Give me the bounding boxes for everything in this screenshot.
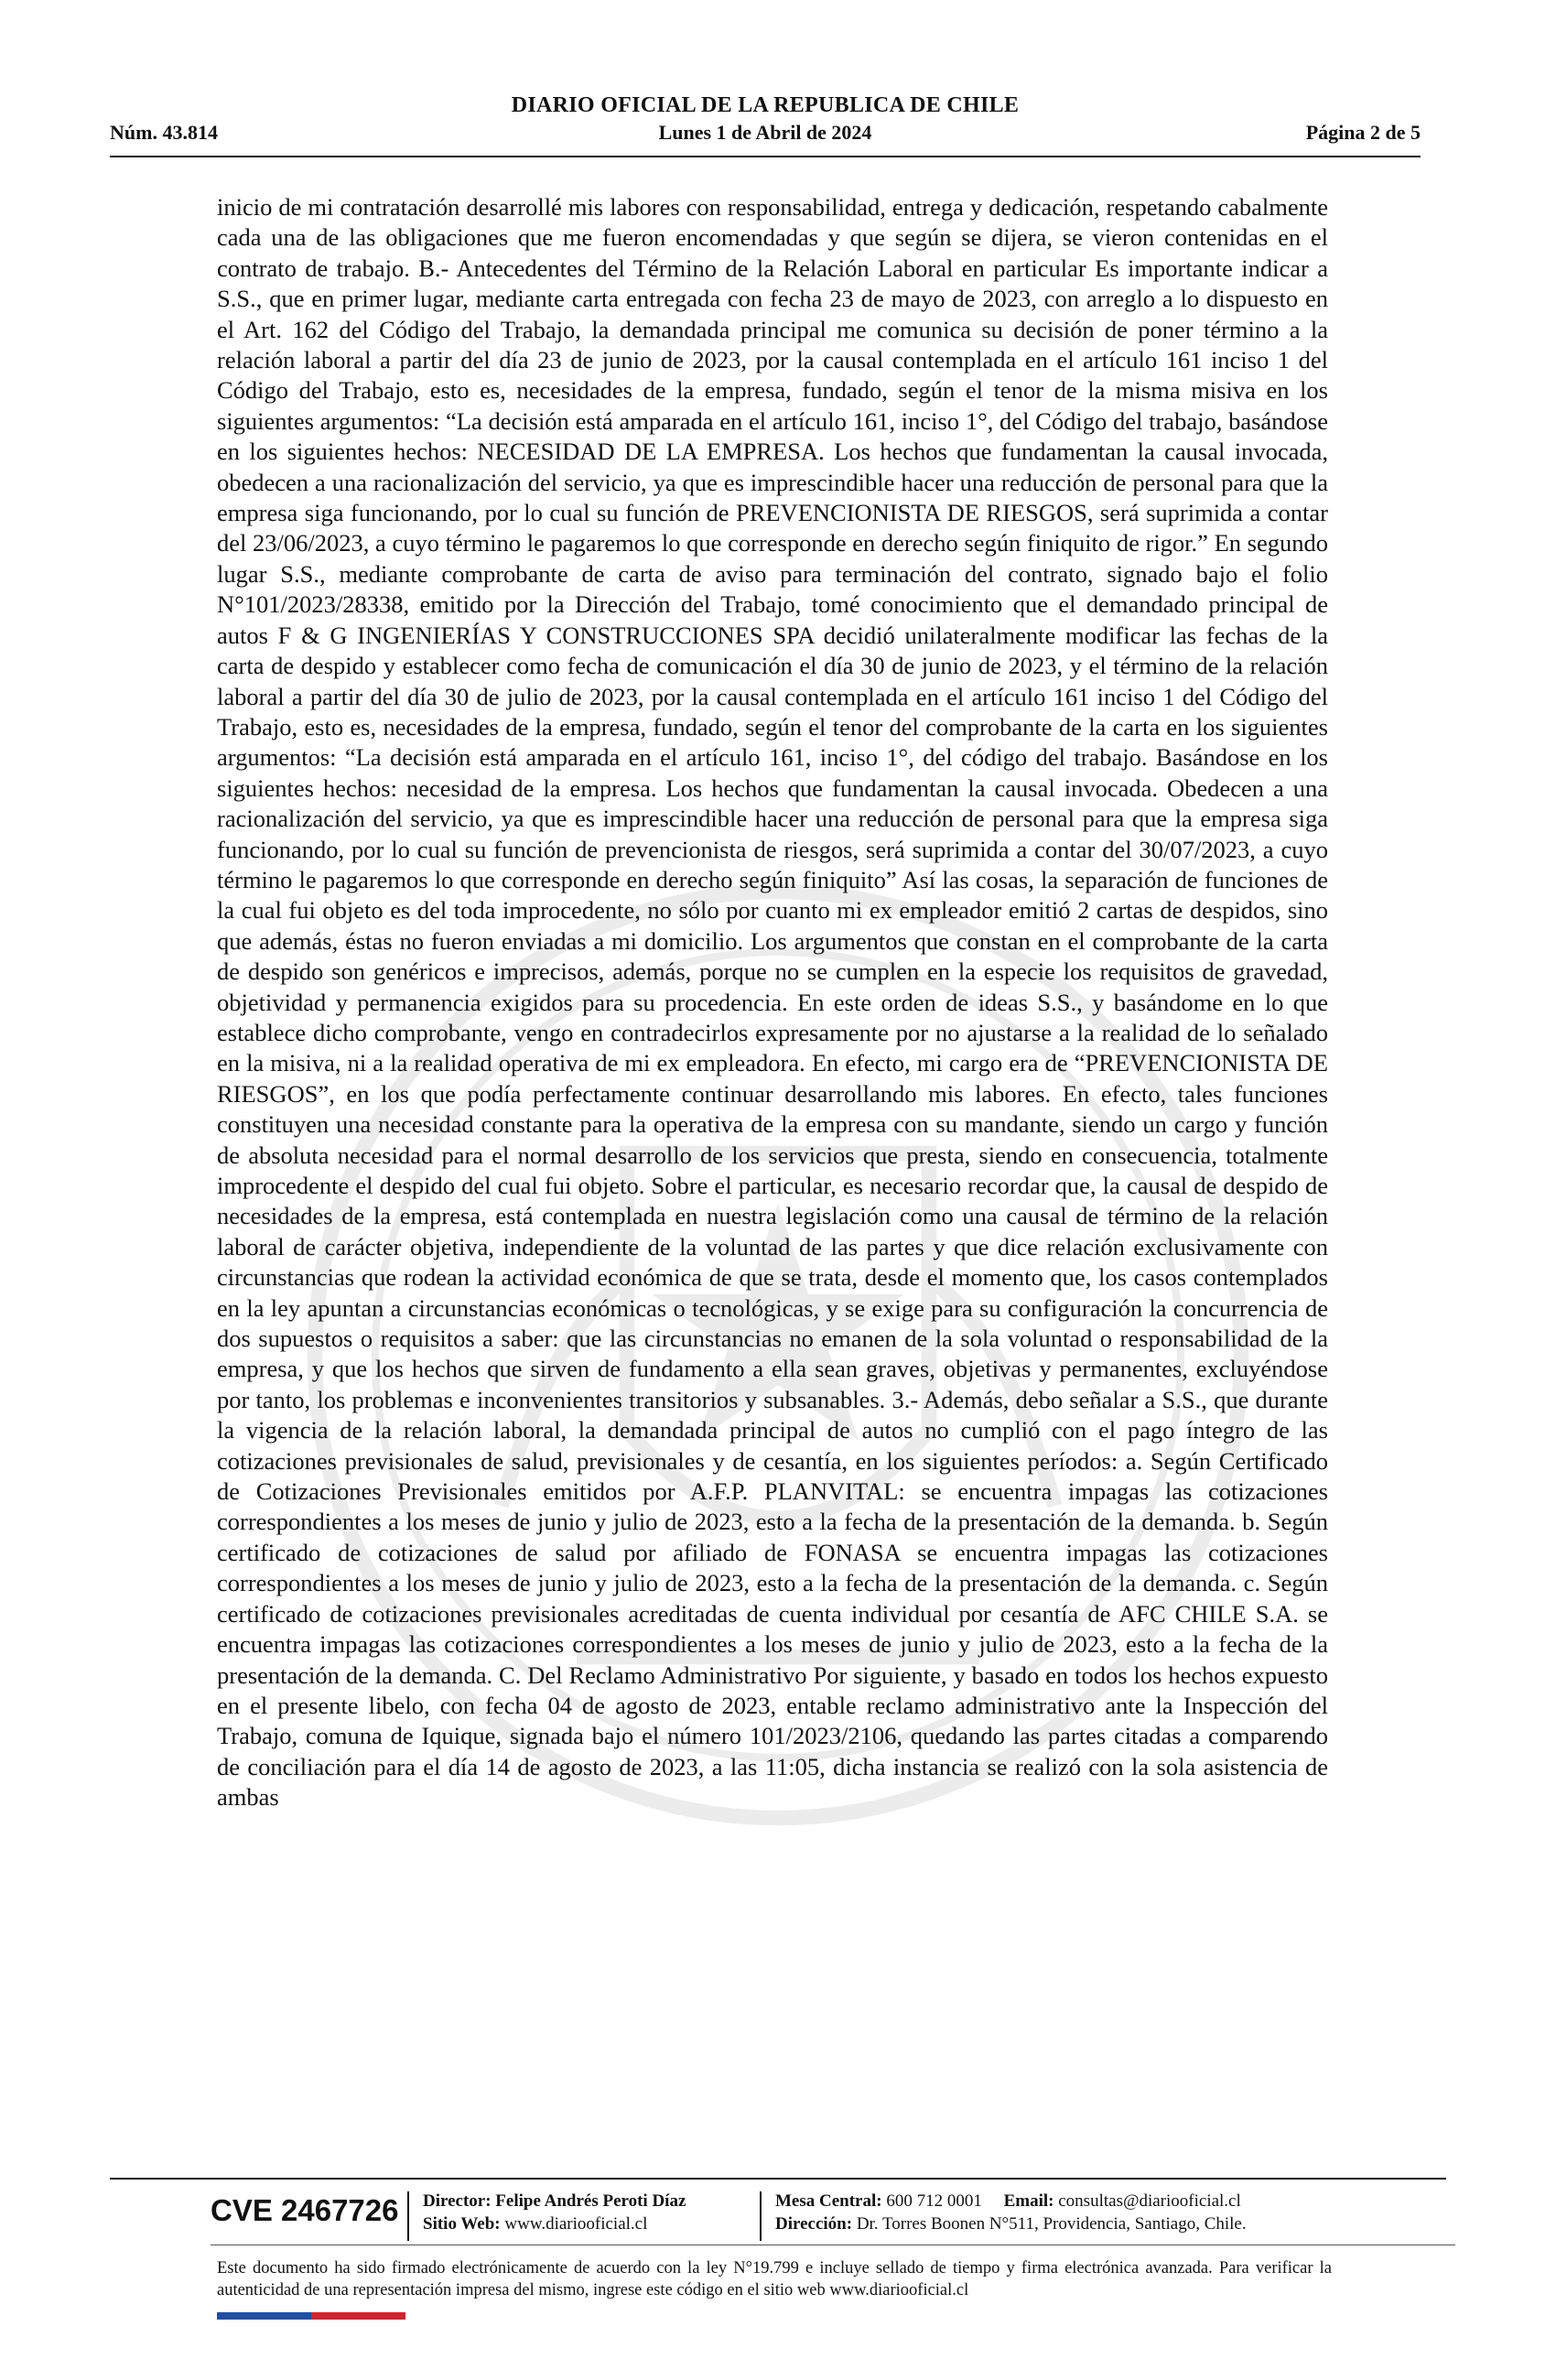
phone-number: 600 712 0001 xyxy=(886,2191,982,2211)
footer-director-block xyxy=(423,2190,686,2235)
issue-date: Lunes 1 de Abril de 2024 xyxy=(658,121,872,144)
cve-code: CVE 2467726 xyxy=(211,2193,399,2227)
address-label: Dirección: xyxy=(775,2214,853,2234)
address-text: Dr. Torres Boonen N°511, Providencia, Santiago, Chile. xyxy=(856,2214,1247,2234)
flag-red-segment xyxy=(311,2312,405,2320)
page-footer xyxy=(211,2188,1355,2250)
footer-contact-block xyxy=(775,2190,1247,2235)
email-label: Email: xyxy=(1003,2191,1054,2211)
director-label: Director: xyxy=(423,2191,492,2211)
footer-separator xyxy=(760,2191,762,2241)
footer-divider xyxy=(110,2178,1446,2180)
footer-separator xyxy=(407,2191,409,2241)
electronic-signature-disclaimer: Este documento ha sido firmado electrónicamente de acuerdo con la ley N°19.799 e incluye sellado de tiempo y firma electrónica avanzada. Para verificar la autenticidad de una representación impresa del mismo, ingrese este código en el sitio web www.diariooficial.cl xyxy=(217,2259,1332,2299)
header-divider xyxy=(110,156,1421,157)
email-link[interactable]: consultas@diariooficial.cl xyxy=(1058,2191,1241,2211)
page-indicator: Página 2 de 5 xyxy=(1305,121,1421,144)
article-body: inicio de mi contratación desarrollé mis labores con responsabilidad, entrega y dedicación, respetando cabalmente cada una de las obligaciones que me fueron encomendadas y que según se dijera, se vieron contenidas en el contrato de trabajo. B.- Antecedentes del Término de la Relación Laboral en particular Es importante indicar a S.S., que en primer lugar, mediante carta entregada con fecha 23 de mayo de 2023, con arreglo a lo dispuesto en el Art. 162 del Código del Trabajo, la demandada principal me comunica su decisión de poner término a la relación laboral a partir del día 23 de junio de 2023, por la causal contemplada en el artículo 161 inciso 1 del Código del Trabajo, esto es, necesidades de la empresa, fundado, según el tenor de la misma misiva en los siguientes argumentos: “La decisión está amparada en el artículo 161, inciso 1°, del Código del trabajo, basándose en los siguientes hechos: NECESIDAD DE LA EMPRESA. Los hechos que fundamentan la causal invocada, obedecen a una racionalización del servicio, ya que es imprescindible hacer una reducción de personal para que la empresa siga funcionando, por lo cual su función de PREVENCIONISTA DE RIESGOS, será suprimida a contar del 23/06/2023, a cuyo término le pagaremos lo que corresponde en derecho según finiquito de rigor.” En segundo lugar S.S., mediante comprobante de carta de aviso para terminación del contrato, signado bajo el folio N°101/2023/28338, emitido por la Dirección del Trabajo, tomé conocimiento que el demandado principal de autos F & G INGENIERÍAS Y CONSTRUCCIONES SPA decidió unilateralmente modificar las fechas de la carta de despido y establecer como fecha de comunicación el día 30 de junio de 2023, y el término de la relación laboral a partir del día 30 de julio de 2023, por la causal contemplada en el artículo 161 inciso 1 del Código del Trabajo, esto es, necesidades de la empresa, fundado, según el tenor del comprobante de la carta en los siguientes argumentos: “La decisión está amparada en el artículo 161, inciso 1°, del código del trabajo. Basándose en los siguientes hechos: necesidad de la empresa. Los hechos que fundamentan la causal invocada. Obedecen a una racionalización del servicio, ya que es imprescindible hacer una reducción de personal para que la empresa siga funcionando, por lo cual su función de prevencionista de riesgos, será suprimida a contar del 30/07/2023, a cuyo término le pagaremos lo que corresponde en derecho según finiquito” Así las cosas, la separación de funciones de la cual fui objeto es del toda improcedente, no sólo por cuanto mi ex empleador emitió 2 cartas de despidos, sino que además, éstas no fueron enviadas a mi domicilio. Los argumentos que constan en el comprobante de la carta de despido son genéricos e imprecisos, además, porque no se cumplen en la especie los requisitos de gravedad, objetividad y permanencia exigidos para su procedencia. En este orden de ideas S.S., y basándome en lo que establece dicho comprobante, vengo en contradecirlos expresamente por no ajustarse a la realidad de lo señalado en la misiva, ni a la realidad operativa de mi ex empleadora. En efecto, mi cargo era de “PREVENCIONISTA DE RIESGOS”, en los que podía perfectamente continuar desarrollando mis labores. En efecto, tales funciones constituyen una necesidad constante para la operativa de la empresa con su mandante, siendo un cargo y función de absoluta necesidad para el normal desarrollo de los servicios que presta, siendo en consecuencia, totalmente improcedente el despido del cual fui objeto. Sobre el particular, es necesario recordar que, la causal de despido de necesidades de la empresa, está contemplada en nuestra legislación como una causal de término de la relación laboral de carácter objetiva, independiente de la voluntad de las partes y que dice relación exclusivamente con circunstancias que rodean la actividad económica de que se trata, desde el momento que, los casos contemplados en la ley apuntan a circunstancias económicas o tecnológicas, y se exige para su configuración la concurrencia de dos supuestos o requisitos a saber: que las circunstancias no emanen de la sola voluntad o responsabilidad de la empresa, y que los hechos que sirven de fundamento a ella sean graves, objetivas y permanentes, excluyéndose por tanto, los problemas e inconvenientes transitorios y subsanables. 3.- Además, debo señalar a S.S., que durante la vigencia de la relación laboral, la demandada principal de autos no cumplió con el pago íntegro de las cotizaciones previsionales de salud, previsionales y de cesantía, en los siguientes períodos: a. Según Certificado de Cotizaciones Previsionales emitidos por A.F.P. PLANVITAL: se encuentra impagas las cotizaciones correspondientes a los meses de junio y julio de 2023, esto a la fecha de la presentación de la demanda. b. Según certificado de cotizaciones de salud por afiliado de FONASA se encuentra impagas las cotizaciones correspondientes a los meses de junio y julio de 2023, esto a la fecha de la presentación de la demanda. c. Según certificado de cotizaciones previsionales acreditadas de cuenta individual por cesantía de AFC CHILE S.A. se encuentra impagas las cotizaciones correspondientes a los meses de junio y julio de 2023, esto a la fecha de la presentación de la demanda. C. Del Reclamo Administrativo Por siguiente, y basado en todos los hechos expuesto en el presente libelo, con fecha 04 de agosto de 2023, entable reclamo administrativo ante la Inspección del Trabajo, comuna de Iquique, signada bajo el número 101/2023/2106, quedando las partes citadas a comparendo de conciliación para el día 14 de agosto de 2023, a las 11:05, dicha instancia se realizó con la sola asistencia de ambas xyxy=(217,193,1328,1812)
flag-stripe xyxy=(217,2312,405,2320)
phone-label: Mesa Central: xyxy=(775,2191,882,2211)
page-header xyxy=(110,92,1421,156)
website-label: Sitio Web: xyxy=(423,2214,501,2234)
flag-blue-segment xyxy=(217,2312,311,2320)
newspaper-title: DIARIO OFICIAL DE LA REPUBLICA DE CHILE xyxy=(511,93,1020,117)
issue-number: Núm. 43.814 xyxy=(110,121,218,144)
director-name: Felipe Andrés Peroti Díaz xyxy=(495,2191,686,2211)
website-link[interactable]: www.diariooficial.cl xyxy=(504,2214,648,2234)
